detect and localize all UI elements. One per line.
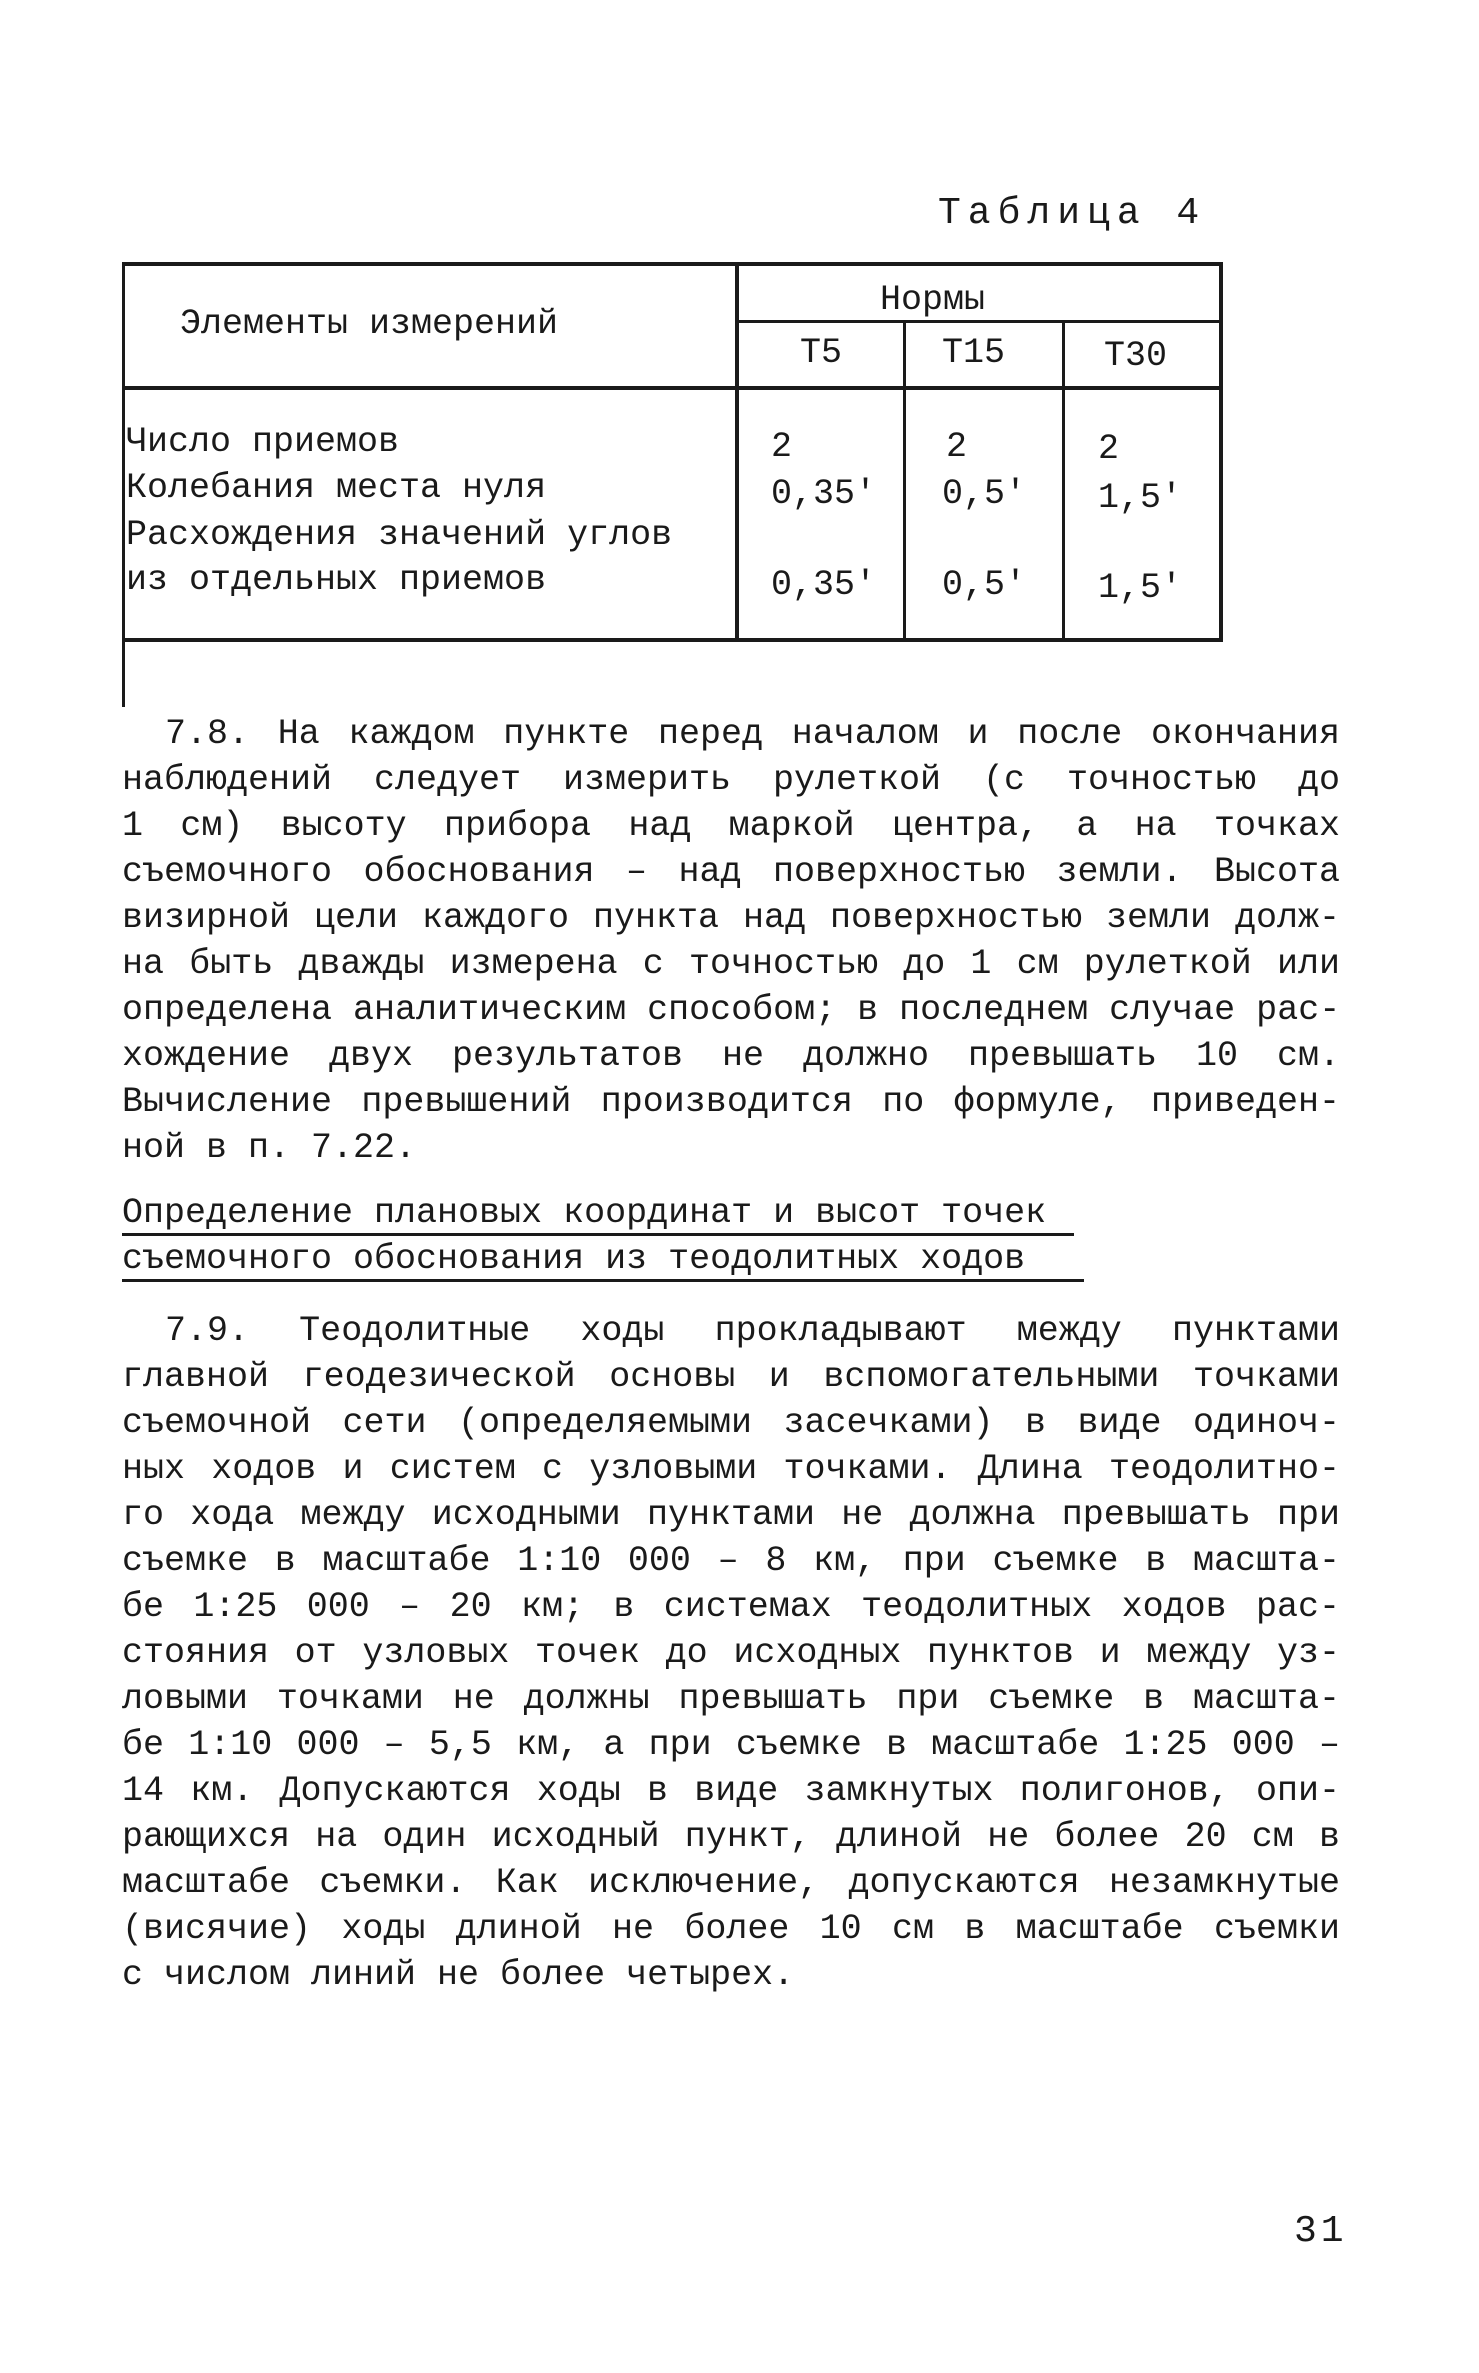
paragraph-7-9: [122, 1308, 1340, 1998]
text-line: ных ходов и систем с узловыми точками. Длина теодолитно-: [122, 1449, 1340, 1489]
text-line: ной в п. 7.22.: [122, 1128, 417, 1168]
col-divider-3: [1062, 322, 1065, 642]
col-divider-1: [735, 262, 739, 642]
text-line: масштабе съемки. Как исключение, допускаются незамкнутые: [122, 1863, 1340, 1903]
col-divider-2: [903, 322, 906, 642]
text-line: стояния от узловых точек до исходных пунктов и между уз-: [122, 1633, 1340, 1673]
row-label: Расхождения значений углов: [126, 515, 673, 555]
header-col-t15: Т15: [942, 333, 1006, 373]
text-line: бе 1:25 000 – 20 км; в системах теодолитных ходов рас-: [122, 1587, 1340, 1627]
value-t5: 0,35′: [771, 565, 877, 605]
table-top-border: [122, 262, 1222, 266]
table-caption: Таблица 4: [938, 192, 1207, 235]
text-line: 7.9. Теодолитные ходы прокладывают между пунктами: [165, 1311, 1340, 1351]
value-t15: 0,5′: [942, 474, 1027, 514]
text-line: 1 см) высоту прибора над маркой центра, а на точках: [122, 806, 1340, 846]
norms-underline: [737, 320, 1222, 323]
text-line: съемке в масштабе 1:10 000 – 8 км, при съемке в масшта-: [122, 1541, 1340, 1581]
section-heading: [122, 1190, 1046, 1282]
value-t15: 0,5′: [942, 565, 1027, 605]
text-line: бе 1:10 000 – 5,5 км, а при съемке в масштабе 1:25 000 –: [122, 1725, 1340, 1765]
text-line: 14 км. Допускаются ходы в виде замкнутых полигонов, опи-: [122, 1771, 1340, 1811]
header-norms: Нормы: [880, 280, 986, 320]
row-label: Число приемов: [126, 422, 400, 462]
value-t30: 2: [1098, 429, 1120, 469]
header-elements: Элементы измерений: [180, 304, 559, 344]
text-line: (висячие) ходы длиной не более 10 см в масштабе съемки: [122, 1909, 1340, 1949]
heading-underline-2: [122, 1279, 1084, 1282]
text-line: съемочной сети (определяемыми засечками) в виде одиноч-: [122, 1403, 1340, 1443]
value-t5: 2: [771, 427, 793, 467]
text-line: рающихся на один исходный пункт, длиной не более 20 см в: [122, 1817, 1340, 1857]
text-line: наблюдений следует измерить рулеткой (с точностью до: [122, 760, 1340, 800]
text-line: 7.8. На каждом пункте перед началом и после окончания: [165, 714, 1340, 754]
paragraph-7-8: [122, 711, 1340, 1171]
value-t15: 2: [946, 427, 968, 467]
heading-underline-1: [122, 1233, 1074, 1236]
text-line: съемочного обоснования – над поверхностью земли. Высота: [122, 852, 1340, 892]
table-bottom-border: [122, 638, 1222, 642]
value-t5: 0,35′: [771, 474, 877, 514]
row-label: из отдельных приемов: [126, 560, 547, 600]
heading-line: Определение плановых координат и высот точек: [122, 1193, 1047, 1233]
header-col-t5: Т5: [800, 333, 843, 373]
value-t30: 1,5′: [1098, 478, 1183, 518]
table-left-border: [122, 262, 125, 707]
text-line: с числом линий не более четырех.: [122, 1955, 795, 1995]
row-label: Колебания места нуля: [126, 468, 547, 508]
text-line: главной геодезической основы и вспомогательными точками: [122, 1357, 1340, 1397]
text-line: хождение двух результатов не должно превышать 10 см.: [122, 1036, 1340, 1076]
text-line: визирной цели каждого пункта над поверхностью земли долж-: [122, 898, 1340, 938]
header-col-t30: Т30: [1104, 336, 1168, 376]
text-line: на быть дважды измерена с точностью до 1 см рулеткой или: [122, 944, 1340, 984]
text-line: определена аналитическим способом; в последнем случае рас-: [122, 990, 1341, 1030]
text-line: го хода между исходными пунктами не должна превышать при: [122, 1495, 1340, 1535]
value-t30: 1,5′: [1098, 568, 1183, 608]
heading-line: съемочного обоснования из теодолитных ходов: [122, 1239, 1026, 1279]
table-right-border: [1219, 262, 1223, 642]
header-bottom-border: [122, 386, 1222, 390]
page-number: 31: [1294, 2210, 1348, 2253]
text-line: ловыми точками не должны превышать при съемке в масшта-: [122, 1679, 1340, 1719]
text-line: Вычисление превышений производится по формуле, приведен-: [122, 1082, 1340, 1122]
